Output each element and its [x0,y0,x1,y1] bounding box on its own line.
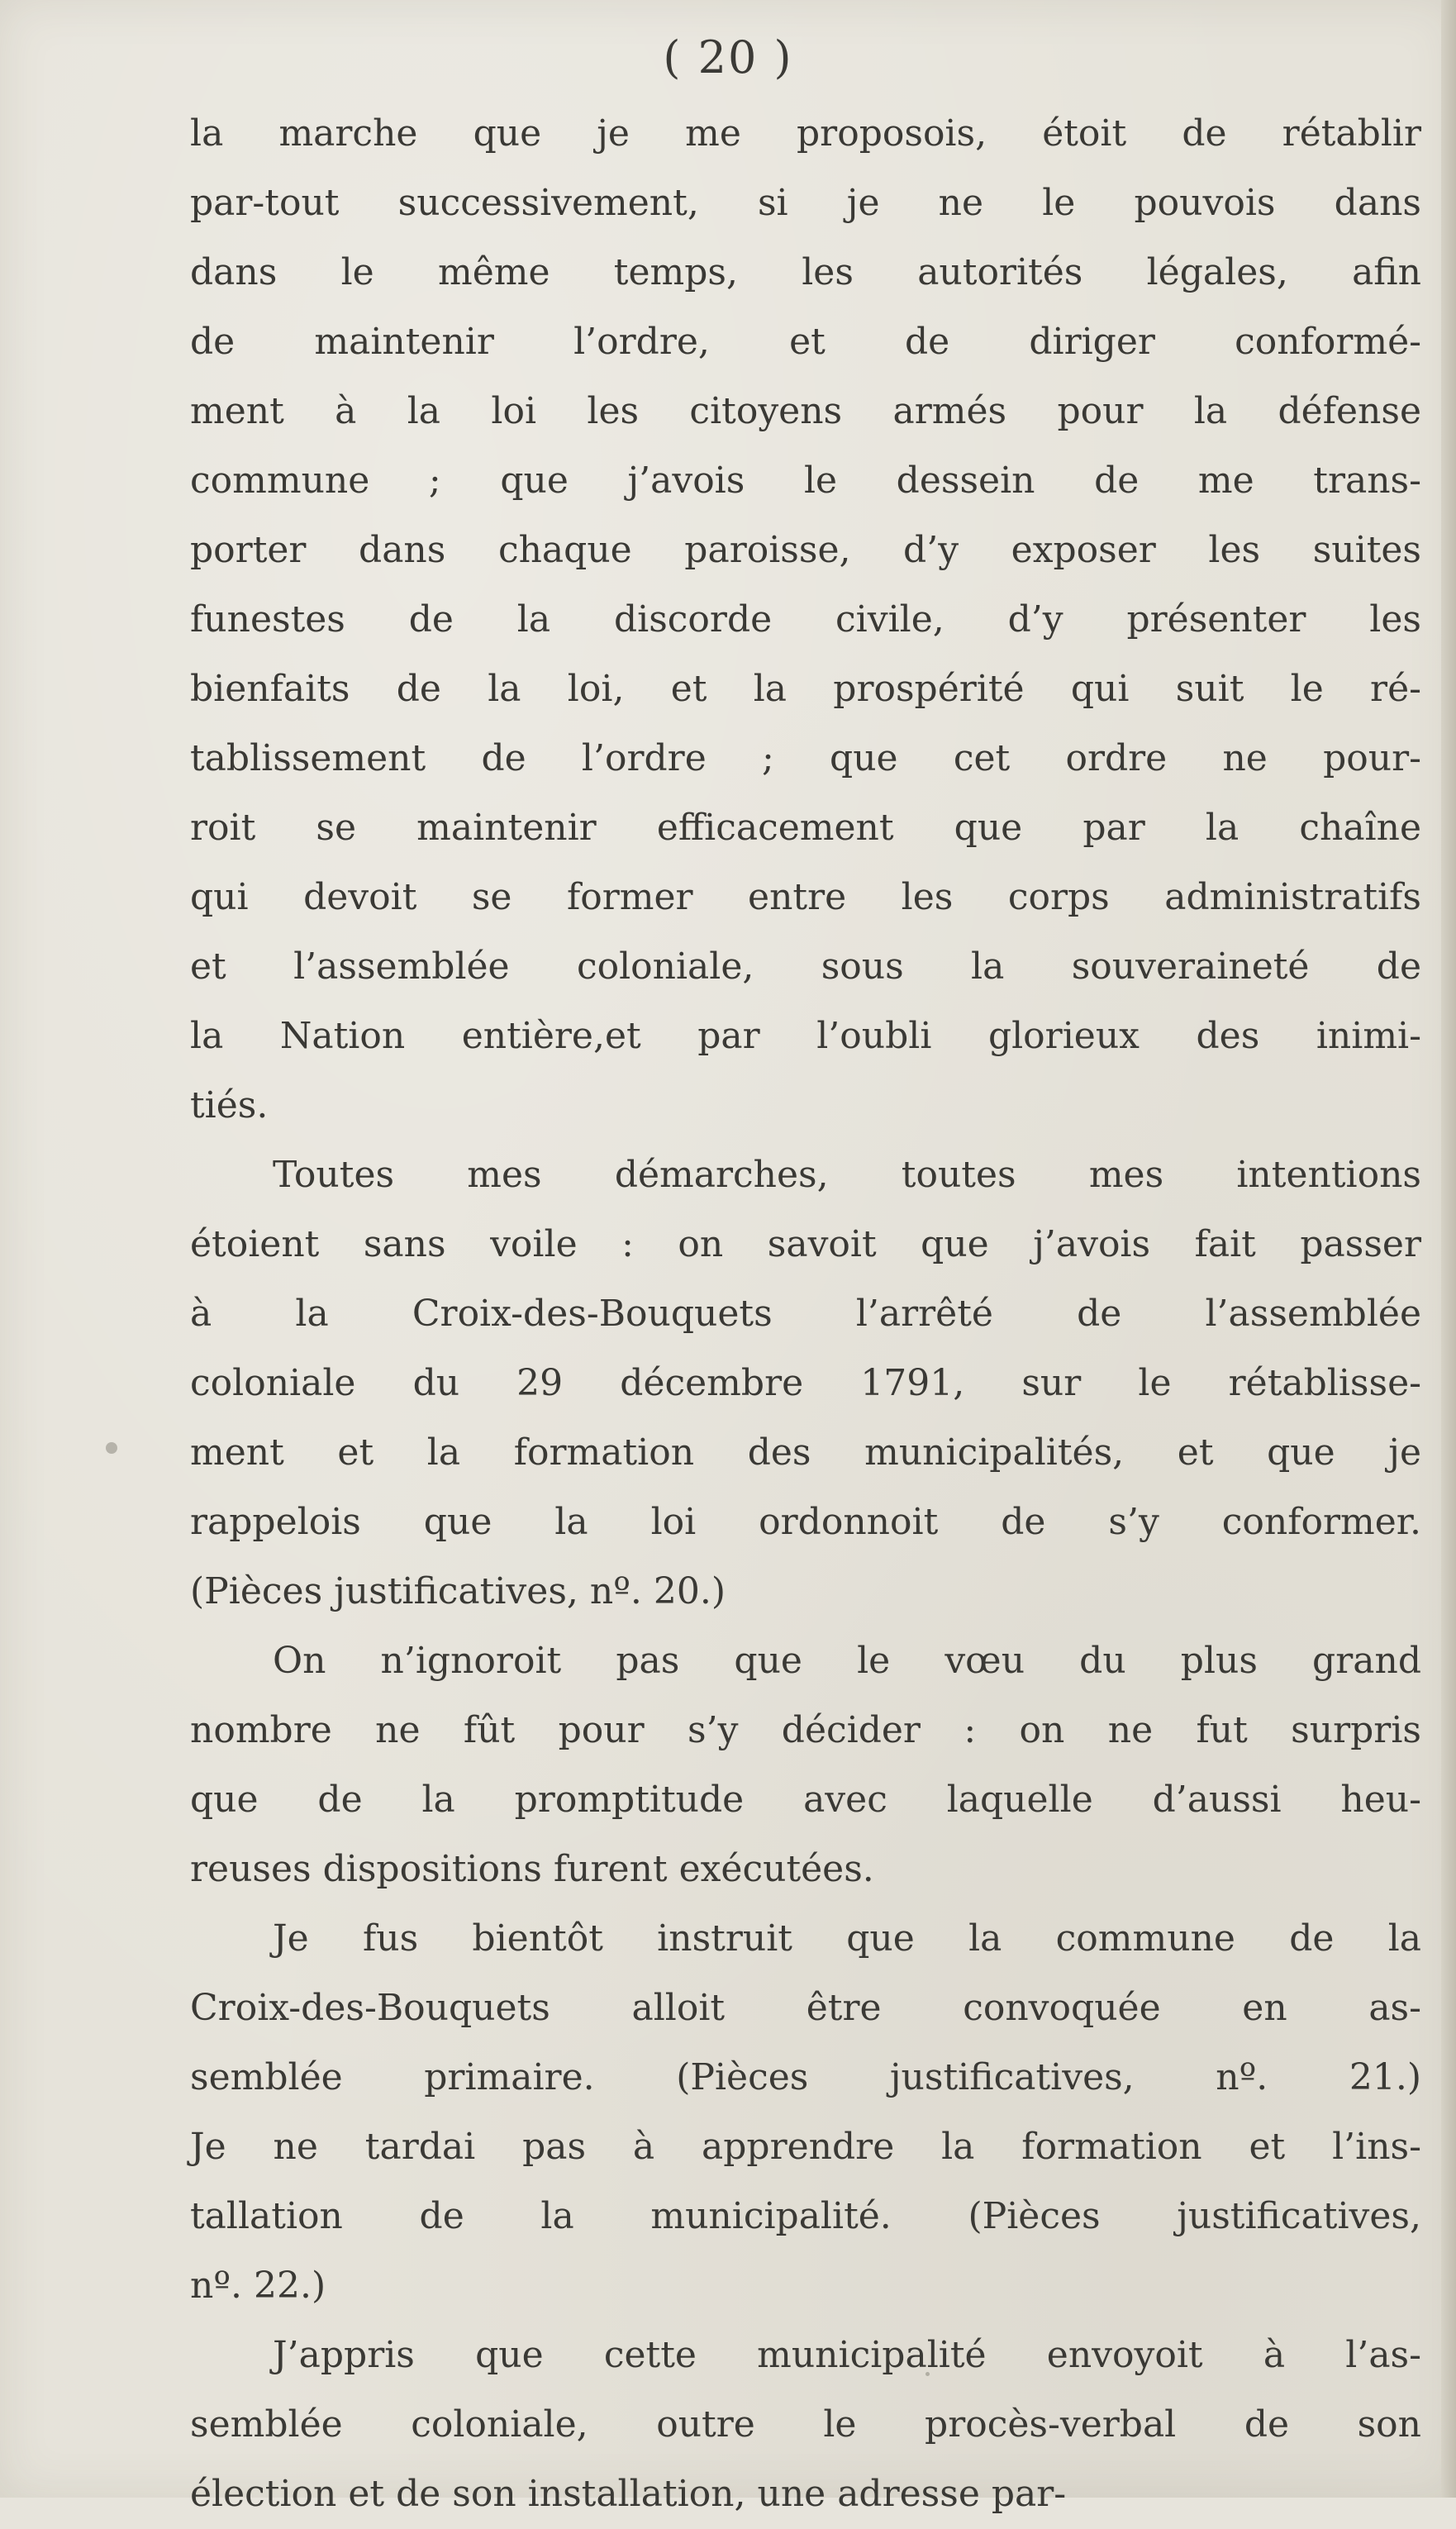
text-line: bienfaits de la loi, et la prospérité qui suit le ré- [190,668,1421,710]
text-line: par-tout successivement, si je ne le pouvois dans [190,182,1421,224]
text-line: reuses dispositions furent exécutées. [190,1848,874,1890]
text-line: nombre ne fût pour s’y décider : on ne fut surpris [190,1709,1421,1751]
text-line: et l’assemblée coloniale, sous la souveraineté de [190,945,1421,988]
text-line: On n’ignoroit pas que le vœu du plus grand [273,1640,1421,1682]
paragraph [190,1141,1421,1626]
paper-speck [339,483,344,488]
text-line: que de la promptitude avec laquelle d’aussi heu- [190,1779,1421,1821]
page-edge [1441,0,1456,2498]
text-line: (Pièces justificatives, nº. 20.) [190,1570,726,1612]
text-line: la marche que je me proposois, étoit de rétablir [190,112,1421,155]
paper-speck [925,2372,930,2376]
text-line: coloniale du 29 décembre 1791, sur le rétablisse- [190,1362,1421,1404]
text-line: commune ; que j’avois le dessein de me trans- [190,460,1421,502]
text-line: dans le même temps, les autorités légales, afin [190,251,1421,293]
text-line: tallation de la municipalité. (Pièces justificatives, [190,2195,1421,2237]
paragraph [190,99,1421,1141]
text-line: semblée primaire. (Pièces justificatives, nº. 21.) [190,2056,1421,2098]
text-line: de maintenir l’ordre, et de diriger conformé- [190,321,1421,363]
text-line: étoient sans voile : on savoit que j’avois fait passer [190,1223,1421,1265]
text-line: à la Croix-des-Bouquets l’arrêté de l’assemblée [190,1293,1421,1335]
text-line: porter dans chaque paroisse, d’y exposer les suites [190,529,1421,571]
text-line: tiés. [190,1084,269,1126]
text-line: rappelois que la loi ordonnoit de s’y conformer. [190,1501,1421,1543]
body-text [190,99,1421,2529]
text-line: Je fus bientôt instruit que la commune de la [273,1917,1421,1960]
text-line: Croix-des-Bouquets alloit être convoquée en as- [190,1987,1421,2029]
text-line: qui devoit se former entre les corps administratifs [190,876,1421,918]
paragraph [190,1904,1421,2321]
text-line: ment à la loi les citoyens armés pour la défense [190,390,1421,432]
text-line: élection et de son installation, une adresse par- [190,2473,1067,2515]
text-line: semblée coloniale, outre le procès-verbal de son [190,2403,1421,2446]
text-line: Toutes mes démarches, toutes mes intentions [273,1154,1421,1196]
text-line: funestes de la discorde civile, d’y présenter les [190,598,1421,641]
page-number: ( 20 ) [663,31,793,83]
text-line: roit se maintenir efficacement que par la chaîne [190,807,1421,849]
text-line: nº. 22.) [190,2265,326,2307]
paper-speck [106,1442,117,1454]
text-line: Je ne tardai pas à apprendre la formation et l’ins- [190,2126,1421,2168]
paragraph [190,1626,1421,1904]
text-line: la Nation entière,et par l’oubli glorieux des inimi- [190,1015,1421,1057]
paragraph [190,2321,1421,2529]
text-line: J’appris que cette municipalité envoyoit à l’as- [273,2334,1421,2376]
paper-speck [1355,901,1359,905]
text-line: ment et la formation des municipalités, et que je [190,1431,1421,1474]
text-line: tablissement de l’ordre ; que cet ordre ne pour- [190,737,1421,779]
